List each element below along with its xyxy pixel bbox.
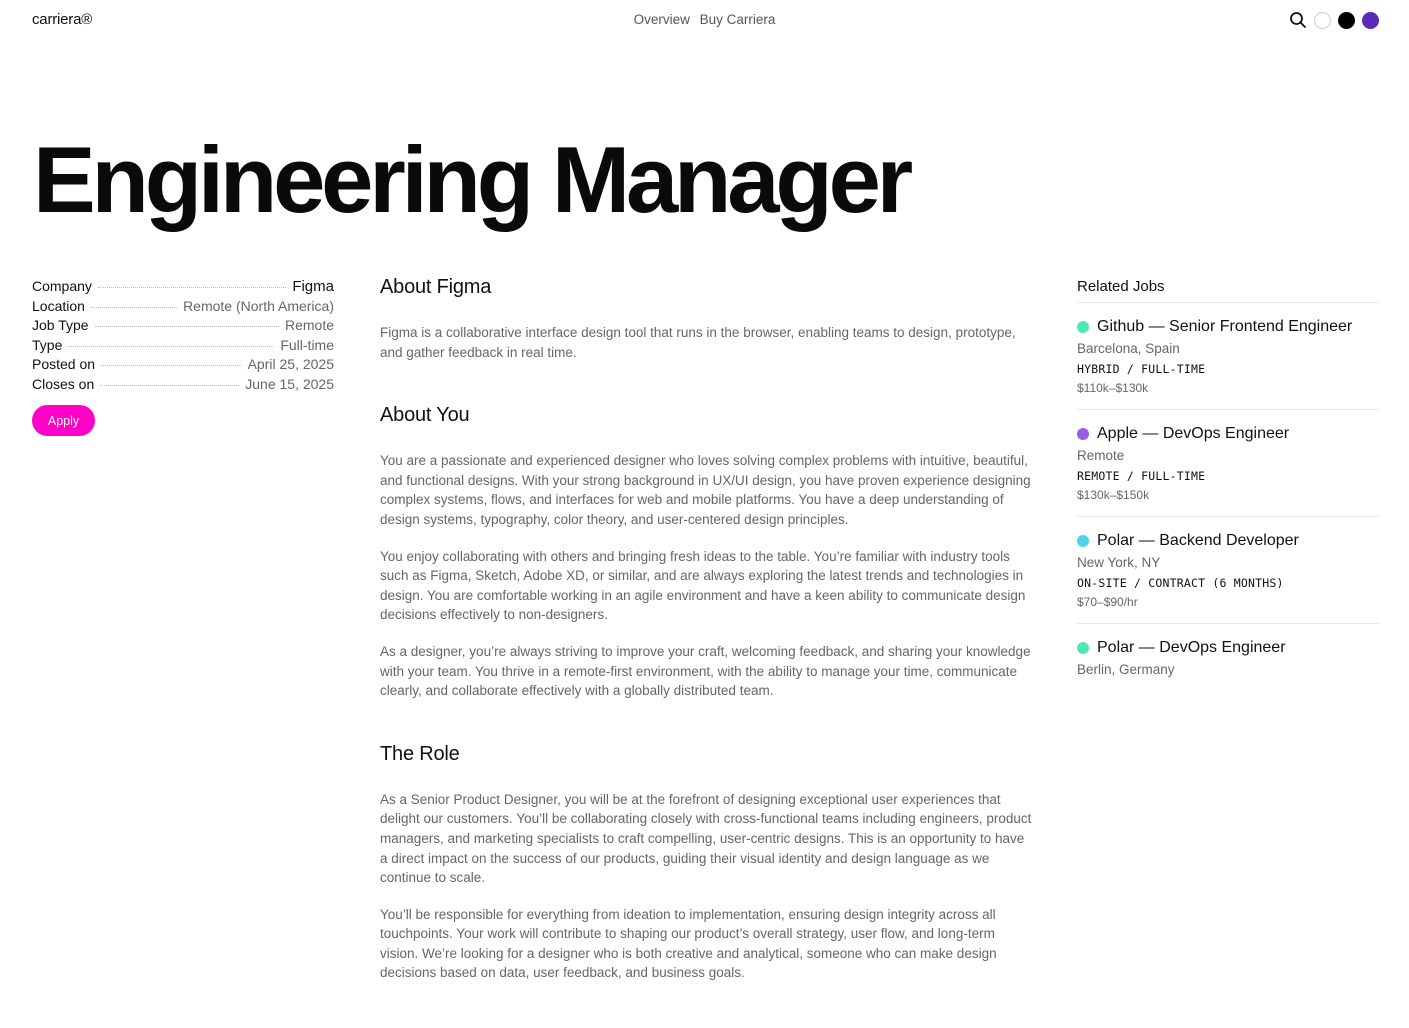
related-job-title[interactable] <box>1077 639 1379 657</box>
detail-closes-on <box>32 376 334 396</box>
nav-buy-carriera-link[interactable]: Buy Carriera <box>699 12 776 27</box>
related-job-tags: REMOTE / FULL-TIME <box>1077 469 1206 483</box>
detail-value: Remote <box>284 317 334 334</box>
leader-dots <box>68 346 274 347</box>
detail-label: Closes on <box>32 375 95 392</box>
leader-dots <box>91 307 177 308</box>
related-job-card[interactable] <box>1077 624 1379 691</box>
leader-dots <box>100 385 239 386</box>
paragraph: As a designer, you’re always striving to improve your craft, welcoming feedback, and sharing your knowledge with your team. You thrive in a remote-first environment, with the ability to manage your time, communicate clearly, and collaborate effectively with a globally distributed team. <box>380 643 1031 699</box>
related-job-location: Barcelona, Spain <box>1077 341 1180 356</box>
detail-job-type <box>32 317 334 337</box>
related-job-card[interactable] <box>1077 303 1379 410</box>
related-job-salary: $70–$90/hr <box>1077 595 1138 609</box>
related-job-tags: HYBRID / FULL-TIME <box>1077 362 1206 376</box>
page-title: Engineering Manager <box>33 127 910 232</box>
related-job-title-text: Polar — Backend Developer <box>1097 532 1299 549</box>
job-details <box>32 278 334 396</box>
nav-overview-link[interactable]: Overview <box>633 12 690 27</box>
logo[interactable]: carriera® <box>32 11 93 28</box>
paragraph: Figma is a collaborative interface design tool that runs in the browser, enabling teams to design, prototype, and gather feedback in real time. <box>380 325 1016 360</box>
section-heading-about-company: About Figma <box>380 276 492 298</box>
related-job-location: New York, NY <box>1077 555 1161 570</box>
theme-black-swatch[interactable] <box>1338 12 1355 29</box>
detail-value: Full-time <box>280 336 334 353</box>
status-dot-icon <box>1077 535 1089 547</box>
detail-company <box>32 278 334 298</box>
related-job-title-text: Apple — DevOps Engineer <box>1097 425 1290 442</box>
related-job-card[interactable] <box>1077 410 1379 517</box>
related-job-tags: ON-SITE / CONTRACT (6 MONTHS) <box>1077 576 1284 590</box>
apply-button[interactable]: Apply <box>32 405 95 436</box>
related-job-location: Berlin, Germany <box>1077 662 1175 677</box>
related-job-title[interactable] <box>1077 318 1379 336</box>
top-nav <box>0 12 1409 27</box>
paragraph: You’ll be responsible for everything from ideation to implementation, ensuring design integrity across all touchpoints. Your work will contribute to shaping our product’s overall strategy, user flow, and long-term vision. We’re looking for a designer who is both creative and analytical, someone who can make design decisions based on data, user feedback, and business goals. <box>380 906 997 981</box>
paragraph: As a Senior Product Designer, you will be at the forefront of designing exceptional user experiences that delight our customers. You’ll be collaborating closely with cross-functional teams including engineers, product managers, and marketing specialists to craft compelling, user-centric designs. This is an opportunity to have a direct impact on the success of our products, guiding their visual identity and design language as we continue to scale. <box>380 791 1032 886</box>
detail-posted-on <box>32 356 334 376</box>
detail-type <box>32 337 334 357</box>
related-job-salary: $130k–$150k <box>1077 488 1150 502</box>
related-job-title[interactable] <box>1077 532 1379 550</box>
related-jobs <box>1077 278 1379 691</box>
detail-label: Location <box>32 297 85 314</box>
detail-location <box>32 298 334 318</box>
paragraph: You are a passionate and experienced designer who loves solving complex problems with intuitive, beautiful, and functional designs. With your strong background in UX/UI design, you have proven experience designing complex systems, flows, and interfaces for web and mobile platforms. You have a deep understanding of design systems, typography, color theory, and user-centered design principles. <box>380 453 1031 527</box>
detail-label: Company <box>32 278 92 294</box>
detail-value: June 15, 2025 <box>245 375 334 392</box>
section-heading-about-you: About You <box>380 404 470 427</box>
detail-value: Remote (North America) <box>183 297 334 314</box>
leader-dots <box>95 326 279 327</box>
theme-white-swatch[interactable] <box>1314 12 1331 29</box>
related-job-title-text: Github — Senior Frontend Engineer <box>1097 318 1353 335</box>
related-job-salary: $110k–$130k <box>1077 381 1149 395</box>
detail-value: April 25, 2025 <box>247 356 334 373</box>
related-job-card[interactable] <box>1077 517 1379 624</box>
detail-label: Posted on <box>32 356 96 373</box>
related-job-title-text: Polar — DevOps Engineer <box>1097 639 1286 656</box>
detail-label: Type <box>32 336 63 353</box>
status-dot-icon <box>1077 642 1089 654</box>
paragraph: You enjoy collaborating with others and bringing fresh ideas to the table. You’re familiar with industry tools such as Figma, Sketch, Adobe XD, or similar, and are always exploring the latest trends and technologies in design. You are comfortable working in an agile environment and have a keen ability to communicate design decisions effectively to non-designers. <box>380 548 1026 623</box>
detail-label: Job Type <box>32 317 89 334</box>
search-icon[interactable] <box>1289 11 1307 29</box>
status-dot-icon <box>1077 428 1089 440</box>
leader-dots <box>98 287 286 288</box>
header-actions <box>1289 11 1379 29</box>
section-heading-the-role: The Role <box>380 742 460 765</box>
top-header <box>0 0 1409 40</box>
job-description <box>380 276 1032 983</box>
related-job-location: Remote <box>1077 448 1125 463</box>
theme-purple-swatch[interactable] <box>1362 12 1379 29</box>
related-jobs-title: Related Jobs <box>1077 278 1379 303</box>
leader-dots <box>101 365 242 366</box>
status-dot-icon <box>1077 321 1089 333</box>
detail-value: Figma <box>292 278 334 295</box>
related-job-title[interactable] <box>1077 425 1379 443</box>
